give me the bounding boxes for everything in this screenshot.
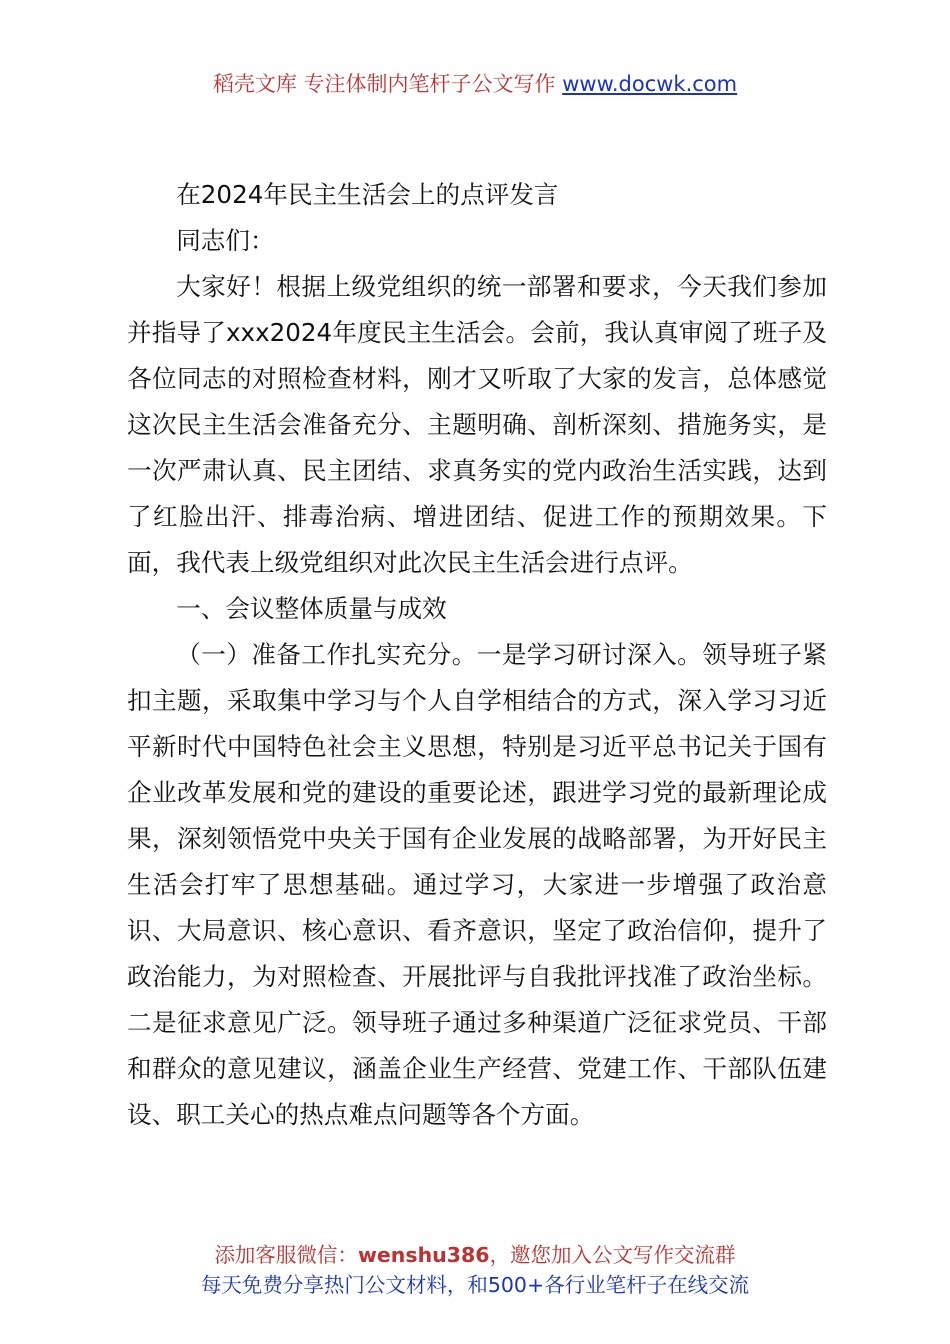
footer-line-1 <box>0 1240 950 1270</box>
document-title: 在2024年民主生活会上的点评发言 <box>176 180 559 209</box>
paragraph-1: 大家好！根据上级党组织的统一部署和要求，今天我们参加并指导了xxx2024年度民主生活会。会前，我认真审阅了班子及各位同志的对照检查材料，刚才又听取了大家的发言，总体感觉这次民主生活会准备充分、主题明确、剖析深刻、措施务实，是一次严肃认真、民主团结、求真务实的党内政治生活实践，达到了红脸出汗、排毒治病、增进团结、促进工作的预期效果。下面，我代表上级党组织对此次民主生活会进行点评。 <box>127 272 827 577</box>
page-header <box>0 68 950 100</box>
footer-wechat-id: wenshu386 <box>357 1243 490 1267</box>
header-brand: 稻壳文库 专注体制内笔杆子公文写作 <box>212 72 556 96</box>
header-url-link[interactable]: www.docwk.com <box>562 72 738 96</box>
footer-wechat-prefix: 添加客服微信： <box>214 1243 358 1267</box>
paragraph-2: （一）准备工作扎实充分。一是学习研讨深入。领导班子紧扣主题，采取集中学习与个人自学相结合的方式，深入学习习近平新时代中国特色社会主义思想，特别是习近平总书记关于国有企业改革发展和党的建设的重要论述，跟进学习党的最新理论成果，深刻领悟党中央关于国有企业发展的战略部署，为开好民主生活会打牢了思想基础。通过学习，大家进一步增强了政治意识、大局意识、核心意识、看齐意识，坚定了政治信仰，提升了政治能力，为对照检查、开展批评与自我批评找准了政治坐标。二是征求意见广泛。领导班子通过多种渠道广泛征求党员、干部和群众的意见建议，涵盖企业生产经营、党建工作、干部队伍建设、职工关心的热点难点问题等各个方面。 <box>127 640 827 1129</box>
footer-wechat-suffix: ，邀您加入公文写作交流群 <box>489 1243 736 1267</box>
salutation: 同志们： <box>176 226 275 255</box>
section-heading: 一、会议整体质量与成效 <box>176 594 447 623</box>
page-footer <box>0 1240 950 1300</box>
footer-line-2: 每天免费分享热门公文材料，和500+各行业笔杆子在线交流 <box>200 1273 750 1297</box>
document-body <box>127 172 827 1138</box>
